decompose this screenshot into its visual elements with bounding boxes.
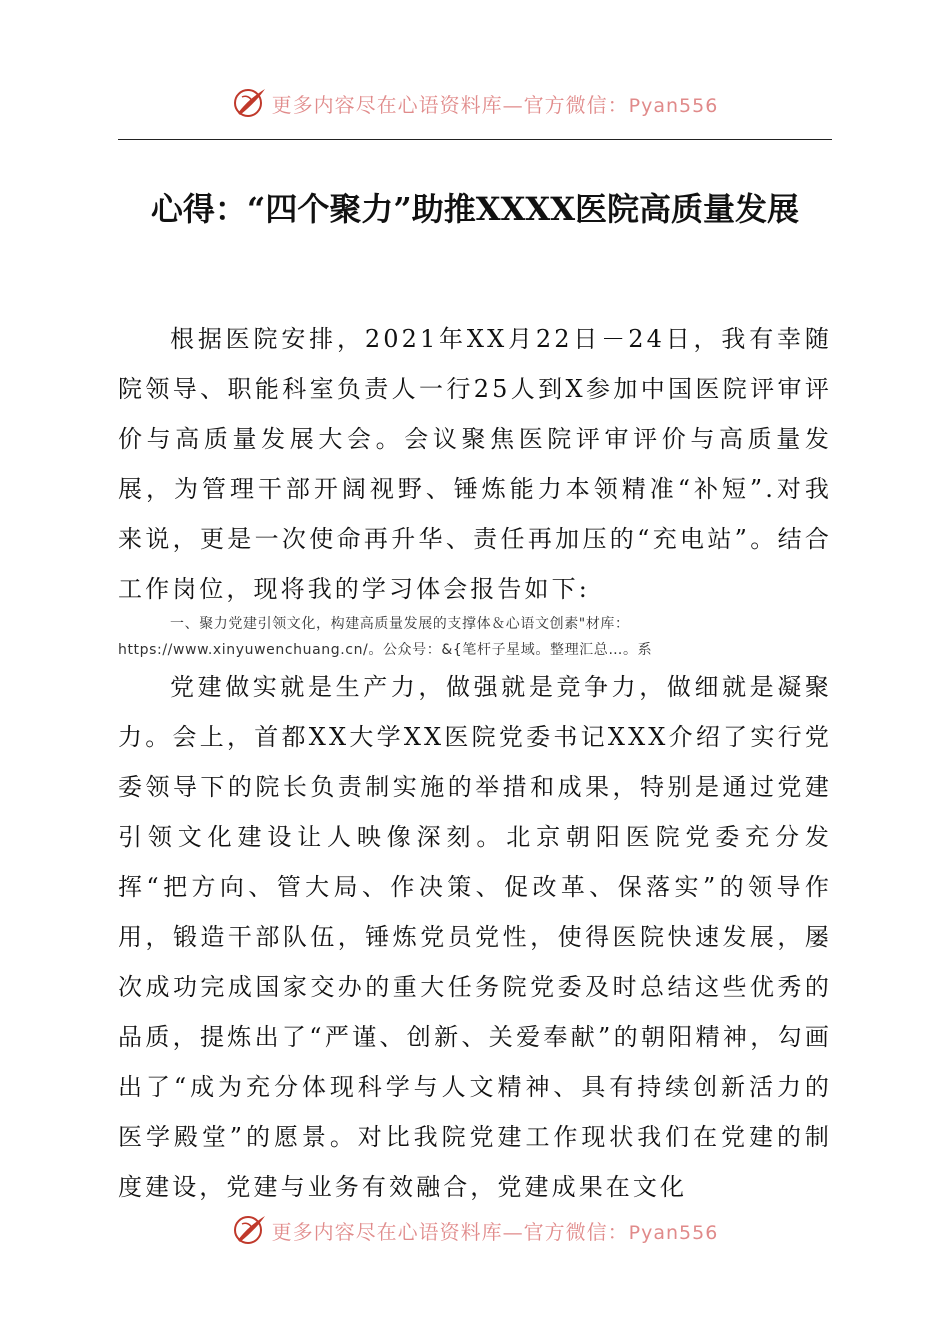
wechat-id: Pyan556 [628,94,719,117]
banner-text: 更多内容尽在心语资料库—官方微信：Pyan556 [271,92,719,117]
footer-banner [0,1210,950,1250]
document-title: 心得：“四个聚力”助推XXXX医院高质量发展 [150,190,800,228]
quill-logo-icon [232,85,268,121]
wechat-id: Pyan556 [628,1221,719,1244]
paragraph-party-building: 党建做实就是生产力，做强就是竞争力，做细就是凝聚力。会上，首都XX大学XX医院党委书记XXX介绍了实行党委领导下的院长负责制实施的举措和成果，特别是通过党建引领文化建设让人映像深刻。北京朝阳医院党委充分发挥“把方向、管大局、作决策、促改革、保落实”的领导作用，锻造干部队伍，锤炼党员党性，使得医院快速发展，屡次成功完成国家交办的重大任务院党委及时总结这些优秀的品质，提炼出了“严谨、创新、关爱奉献”的朝阳精神，勾画出了“成为充分体现科学与人文精神、具有持续创新活力的医学殿堂”的愿景。对比我院党建工作现状我们在党建的制度建设，党建与业务有效融合，党建成果在文化 [118,673,832,1201]
header-banner [0,83,950,123]
paragraph-intro: 根据医院安排，2021年XX月22日－24日，我有幸随院领导、职能科室负责人一行25人到X参加中国医院评审评价与高质量发展大会。会议聚焦医院评审评价与高质量发展，为管理干部开阔视野、锤炼能力本领精准“补短”.对我来说，更是一次使命再升华、责任再加压的“充电站”。结合工作岗位，现将我的学习体会报告如下: [118,325,832,603]
quill-logo-icon [232,1212,268,1248]
section-heading-note: 一、聚力党建引领文化，构建高质量发展的支撑体＆心语文创素"材库：https://www.xinyuwenchuang.cn/。公众号：&{笔杆子星域。整理汇总…。系 [118,616,653,658]
header-divider [118,139,832,140]
banner-text: 更多内容尽在心语资料库—官方微信：Pyan556 [271,1219,719,1244]
